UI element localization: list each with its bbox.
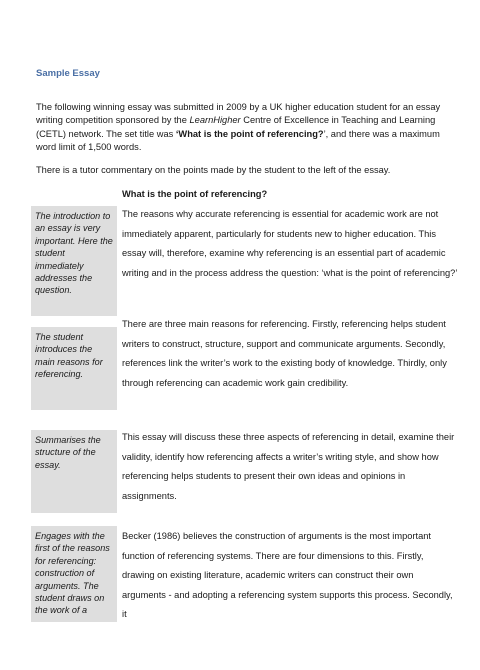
section-heading: Sample Essay xyxy=(36,68,100,79)
intro-brand: LearnHigher xyxy=(189,115,241,126)
intro-title-quote: ‘What is the point of referencing? xyxy=(175,128,324,139)
essay-paragraph-3: This essay will discuss these three aspects of referencing in detail, examine their validity, identify how referencing affects a writer’s writing style, and show how referencing helps students to present their own ideas and opinions in assignments. xyxy=(122,432,455,501)
intro-text-1: The following winning essay was submitted in 2009 by a UK higher education student for an essay writing competition sponsored by the xyxy=(36,102,441,126)
essay-paragraph-1: The reasons why accurate referencing is essential for academic work are not immediately apparent, particularly for students new to higher education. This essay will, therefore, examine why referencing is an essential part of academic writing and in the process address the question: ‘what is the point of referencing?’ xyxy=(122,209,458,278)
comment-box-arguments: Engages with the first of the reasons for referencing: construction of arguments. The student draws on the work of a xyxy=(31,526,117,622)
essay-paragraph-4: Becker (1986) believes the construction of arguments is the most important function of referencing systems. There are four dimensions to this. Firstly, drawing on existing literature, academic writers can construct their own arguments - and adopting a referencing system supports this process. Secondly, it xyxy=(122,531,453,620)
comment-box-reasons: The student introduces the main reasons for referencing. xyxy=(31,327,117,410)
comment-box-intro: The introduction to an essay is very important. Here the student immediately addresses the question. xyxy=(31,206,117,316)
intro-text-3: ’, and there was a maximum word limit of 1,500 words. xyxy=(36,128,440,153)
essay-title: What is the point of referencing? xyxy=(122,189,268,199)
essay-paragraph-2: There are three main reasons for referencing. Firstly, referencing helps student writers to construct, structure, support and communicate arguments. Secondly, references link the writer’s work to the existing body of knowledge. Thirdly, only through referencing can academic work gain credibility. xyxy=(122,319,447,388)
comment-box-structure: Summarises the structure of the essay. xyxy=(31,430,117,513)
tutor-note: There is a tutor commentary on the points made by the student to the left of the essay. xyxy=(36,165,391,175)
intro-paragraph xyxy=(36,101,448,155)
intro-text-2: Centre of Excellence in Teaching and Learning (CETL) network. The set title was xyxy=(36,115,436,139)
